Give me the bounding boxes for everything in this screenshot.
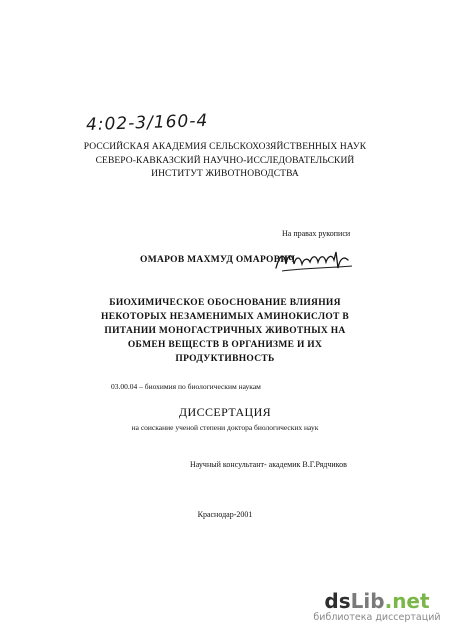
title-line-4: ОБМЕН ВЕЩЕСТВ В ОРГАНИЗМЕ И ИХ [127, 340, 323, 350]
scientific-advisor: Научный консультант- академик В.Г.Рядчиков [190, 460, 347, 469]
document-type: ДИССЕРТАЦИЯ [178, 405, 272, 419]
title-line-5: ПРОДУКТИВНОСТЬ [175, 354, 275, 364]
dslib-watermark [312, 590, 442, 624]
author-signature [274, 246, 354, 276]
institution-line-1: РОССИЙСКАЯ АКАДЕМИЯ СЕЛЬСКОХОЗЯЙСТВЕННЫХ НАУК [83, 142, 367, 152]
institution-line-3: ИНСТИТУТ ЖИВОТНОВОДСТВА [151, 169, 299, 179]
rights-note: На правах рукописи [282, 229, 351, 238]
title-line-3: ПИТАНИИ МОНОГАСТРИЧНЫХ ЖИВОТНЫХ НА [104, 326, 346, 336]
degree-line: на соискание ученой степени доктора биологических наук [131, 423, 319, 432]
handwritten-catalog-number: 4:02-3/160-4 [85, 110, 209, 136]
title-line-2: НЕКОТОРЫХ НЕЗАМЕНИМЫХ АМИНОКИСЛОТ В [101, 312, 349, 322]
dslib-logo: dsLib.net [324, 589, 430, 613]
dslib-subtitle: библиотека диссертаций [313, 612, 441, 623]
title-line-1: БИОХИМИЧЕСКОЕ ОБОСНОВАНИЕ ВЛИЯНИЯ [109, 298, 341, 308]
institution-line-2: СЕВЕРО-КАВКАЗСКИЙ НАУЧНО-ИССЛЕДОВАТЕЛЬСКИЙ [95, 156, 355, 166]
specialty-code: 03.00.04 – биохимия по биологическим наукам [111, 382, 261, 391]
city-year: Краснодар-2001 [197, 510, 253, 519]
author-name: ОМАРОВ МАХМУД ОМАРОВИЧ [140, 255, 296, 265]
